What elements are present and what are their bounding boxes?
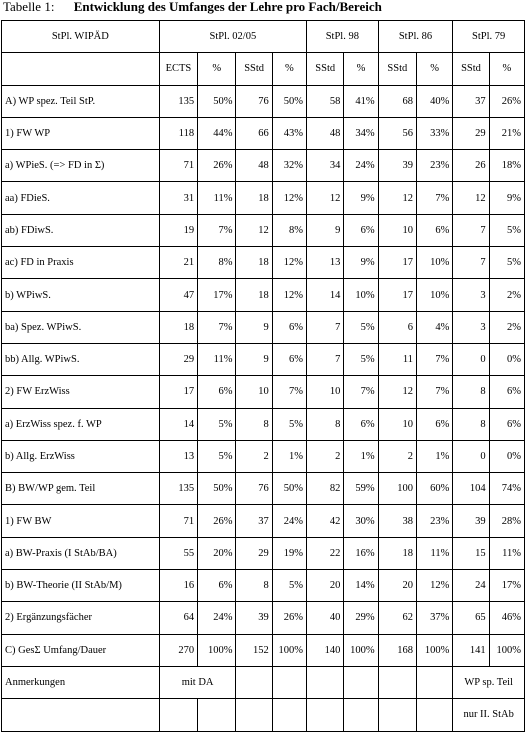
percent-cell: 100% [489, 634, 524, 666]
percent-cell: 16% [344, 537, 378, 569]
group-header-row [2, 21, 525, 53]
value-cell: 100 [378, 473, 416, 505]
value-cell: 39 [453, 505, 489, 537]
value-cell: 20 [378, 570, 416, 602]
table-row [2, 602, 525, 634]
percent-cell: 28% [489, 505, 524, 537]
table-row [2, 85, 525, 117]
group-header-stpl-0205: StPl. 02/05 [159, 21, 306, 53]
value-cell: 20 [307, 570, 344, 602]
row-label: 2) FW ErzWiss [2, 376, 160, 408]
percent-cell: 23% [417, 150, 453, 182]
percent-cell: 26% [198, 505, 236, 537]
value-cell: 71 [159, 150, 197, 182]
percent-cell: 34% [344, 117, 378, 149]
table-row [2, 570, 525, 602]
value-cell: 13 [307, 247, 344, 279]
table-row [2, 182, 525, 214]
percent-cell: 100% [417, 634, 453, 666]
value-cell: 14 [159, 408, 197, 440]
table-row [2, 473, 525, 505]
value-cell: 62 [378, 602, 416, 634]
note-blank [2, 699, 160, 731]
table-row [2, 376, 525, 408]
note-blank [307, 666, 344, 698]
value-cell: 12 [307, 182, 344, 214]
percent-cell: 6% [344, 408, 378, 440]
value-cell: 8 [236, 570, 272, 602]
notes-label: Anmerkungen [2, 666, 160, 698]
percent-cell: 32% [272, 150, 306, 182]
value-cell: 37 [453, 85, 489, 117]
note-blank [198, 699, 236, 731]
value-cell: 76 [236, 85, 272, 117]
value-cell: 7 [307, 343, 344, 375]
percent-cell: 12% [272, 279, 306, 311]
value-cell: 10 [378, 408, 416, 440]
subheader-blank [2, 53, 160, 85]
percent-cell: 12% [272, 247, 306, 279]
percent-cell: 12% [272, 182, 306, 214]
value-cell: 19 [159, 214, 197, 246]
row-label: ba) Spez. WPiwS. [2, 311, 160, 343]
value-cell: 34 [307, 150, 344, 182]
value-cell: 48 [236, 150, 272, 182]
note-blank [378, 666, 416, 698]
value-cell: 8 [307, 408, 344, 440]
table-row [2, 537, 525, 569]
value-cell: 18 [236, 279, 272, 311]
percent-cell: 100% [272, 634, 306, 666]
value-cell: 168 [378, 634, 416, 666]
value-cell: 3 [453, 279, 489, 311]
value-cell: 24 [453, 570, 489, 602]
percent-cell: 12% [417, 570, 453, 602]
value-cell: 18 [236, 247, 272, 279]
percent-cell: 10% [417, 279, 453, 311]
percent-cell: 6% [272, 311, 306, 343]
percent-cell: 50% [198, 85, 236, 117]
value-cell: 71 [159, 505, 197, 537]
value-cell: 13 [159, 440, 197, 472]
notes-row-2 [2, 699, 525, 731]
percent-cell: 6% [489, 376, 524, 408]
percent-cell: 4% [417, 311, 453, 343]
value-cell: 56 [378, 117, 416, 149]
percent-cell: 26% [489, 85, 524, 117]
percent-cell: 60% [417, 473, 453, 505]
percent-cell: 50% [272, 473, 306, 505]
percent-cell: 1% [417, 440, 453, 472]
value-cell: 152 [236, 634, 272, 666]
percent-cell: 19% [272, 537, 306, 569]
value-cell: 2 [236, 440, 272, 472]
subheader-sstd: SStd [307, 53, 344, 85]
value-cell: 8 [236, 408, 272, 440]
value-cell: 65 [453, 602, 489, 634]
row-label: a) ErzWiss spez. f. WP [2, 408, 160, 440]
table-row [2, 150, 525, 182]
percent-cell: 30% [344, 505, 378, 537]
value-cell: 42 [307, 505, 344, 537]
table-row [2, 214, 525, 246]
note-stpl-79-line1: WP sp. Teil [453, 666, 525, 698]
value-cell: 12 [236, 214, 272, 246]
percent-cell: 43% [272, 117, 306, 149]
value-cell: 47 [159, 279, 197, 311]
percent-cell: 11% [198, 343, 236, 375]
value-cell: 135 [159, 85, 197, 117]
row-label: 1) FW WP [2, 117, 160, 149]
percent-cell: 5% [198, 408, 236, 440]
percent-cell: 17% [198, 279, 236, 311]
value-cell: 135 [159, 473, 197, 505]
note-blank [417, 699, 453, 731]
percent-cell: 41% [344, 85, 378, 117]
percent-cell: 23% [417, 505, 453, 537]
subheader-sstd: SStd [236, 53, 272, 85]
subheader-ects: ECTS [159, 53, 197, 85]
value-cell: 10 [378, 214, 416, 246]
percent-cell: 5% [272, 408, 306, 440]
value-cell: 29 [159, 343, 197, 375]
value-cell: 140 [307, 634, 344, 666]
percent-cell: 6% [198, 570, 236, 602]
note-stpl-0205: mit DA [159, 666, 236, 698]
percent-cell: 59% [344, 473, 378, 505]
value-cell: 58 [307, 85, 344, 117]
value-cell: 9 [236, 311, 272, 343]
subheader-percent: % [272, 53, 306, 85]
percent-cell: 6% [272, 343, 306, 375]
value-cell: 104 [453, 473, 489, 505]
percent-cell: 1% [272, 440, 306, 472]
percent-cell: 6% [417, 408, 453, 440]
percent-cell: 11% [198, 182, 236, 214]
row-label: 2) Ergänzungsfächer [2, 602, 160, 634]
value-cell: 39 [236, 602, 272, 634]
value-cell: 26 [453, 150, 489, 182]
group-header-stpl-98: StPl. 98 [307, 21, 379, 53]
percent-cell: 5% [489, 247, 524, 279]
row-label: a) WPieS. (=> FD in Σ) [2, 150, 160, 182]
percent-cell: 5% [198, 440, 236, 472]
percent-cell: 10% [344, 279, 378, 311]
value-cell: 2 [307, 440, 344, 472]
row-label: B) BW/WP gem. Teil [2, 473, 160, 505]
value-cell: 10 [236, 376, 272, 408]
percent-cell: 74% [489, 473, 524, 505]
value-cell: 18 [378, 537, 416, 569]
percent-cell: 100% [198, 634, 236, 666]
value-cell: 17 [378, 247, 416, 279]
percent-cell: 20% [198, 537, 236, 569]
percent-cell: 26% [272, 602, 306, 634]
subheader-sstd: SStd [453, 53, 489, 85]
percent-cell: 7% [417, 343, 453, 375]
note-blank [417, 666, 453, 698]
value-cell: 12 [453, 182, 489, 214]
table-row [2, 408, 525, 440]
row-label-header: StPl. WIPÄD [2, 21, 160, 53]
note-blank [236, 666, 272, 698]
percent-cell: 5% [489, 214, 524, 246]
percent-cell: 9% [344, 247, 378, 279]
value-cell: 7 [453, 247, 489, 279]
value-cell: 21 [159, 247, 197, 279]
row-label: ac) FD in Praxis [2, 247, 160, 279]
row-label: aa) FDieS. [2, 182, 160, 214]
table-row [2, 279, 525, 311]
percent-cell: 6% [489, 408, 524, 440]
note-blank [307, 699, 344, 731]
percent-cell: 11% [417, 537, 453, 569]
note-blank [344, 666, 378, 698]
percent-cell: 5% [272, 570, 306, 602]
value-cell: 29 [236, 537, 272, 569]
group-header-stpl-79: StPl. 79 [453, 21, 525, 53]
percent-cell: 11% [489, 537, 524, 569]
value-cell: 11 [378, 343, 416, 375]
value-cell: 10 [307, 376, 344, 408]
value-cell: 48 [307, 117, 344, 149]
table-row [2, 505, 525, 537]
value-cell: 14 [307, 279, 344, 311]
percent-cell: 10% [417, 247, 453, 279]
percent-cell: 2% [489, 279, 524, 311]
value-cell: 118 [159, 117, 197, 149]
value-cell: 7 [453, 214, 489, 246]
value-cell: 12 [378, 376, 416, 408]
row-label: bb) Allg. WPiwS. [2, 343, 160, 375]
value-cell: 270 [159, 634, 197, 666]
subcolumn-header-row [2, 53, 525, 85]
percent-cell: 50% [198, 473, 236, 505]
note-blank [378, 699, 416, 731]
value-cell: 18 [159, 311, 197, 343]
percent-cell: 24% [272, 505, 306, 537]
value-cell: 8 [453, 408, 489, 440]
percent-cell: 7% [272, 376, 306, 408]
value-cell: 76 [236, 473, 272, 505]
value-cell: 12 [378, 182, 416, 214]
table-row [2, 343, 525, 375]
value-cell: 9 [236, 343, 272, 375]
table-row [2, 311, 525, 343]
note-blank [272, 666, 306, 698]
note-blank [236, 699, 272, 731]
percent-cell: 24% [198, 602, 236, 634]
percent-cell: 37% [417, 602, 453, 634]
percent-cell: 50% [272, 85, 306, 117]
row-label: b) BW-Theorie (II StAb/M) [2, 570, 160, 602]
percent-cell: 1% [344, 440, 378, 472]
value-cell: 68 [378, 85, 416, 117]
caption-title: Entwicklung des Umfanges der Lehre pro Fach/Bereich [73, 0, 382, 14]
note-blank [272, 699, 306, 731]
subheader-percent: % [198, 53, 236, 85]
row-label: 1) FW BW [2, 505, 160, 537]
table-row [2, 117, 525, 149]
value-cell: 0 [453, 440, 489, 472]
value-cell: 64 [159, 602, 197, 634]
value-cell: 66 [236, 117, 272, 149]
value-cell: 55 [159, 537, 197, 569]
value-cell: 15 [453, 537, 489, 569]
value-cell: 8 [453, 376, 489, 408]
value-cell: 18 [236, 182, 272, 214]
value-cell: 2 [378, 440, 416, 472]
percent-cell: 24% [344, 150, 378, 182]
subheader-percent: % [417, 53, 453, 85]
percent-cell: 0% [489, 343, 524, 375]
subheader-percent: % [344, 53, 378, 85]
value-cell: 9 [307, 214, 344, 246]
curriculum-table [1, 20, 525, 732]
percent-cell: 14% [344, 570, 378, 602]
table-caption [3, 0, 382, 20]
value-cell: 0 [453, 343, 489, 375]
notes-row [2, 666, 525, 698]
note-stpl-79-line2: nur II. StAb [453, 699, 525, 731]
value-cell: 17 [378, 279, 416, 311]
percent-cell: 6% [344, 214, 378, 246]
percent-cell: 100% [344, 634, 378, 666]
percent-cell: 46% [489, 602, 524, 634]
percent-cell: 9% [489, 182, 524, 214]
value-cell: 29 [453, 117, 489, 149]
row-label: ab) FDiwS. [2, 214, 160, 246]
percent-cell: 18% [489, 150, 524, 182]
value-cell: 3 [453, 311, 489, 343]
percent-cell: 2% [489, 311, 524, 343]
value-cell: 38 [378, 505, 416, 537]
value-cell: 6 [378, 311, 416, 343]
value-cell: 141 [453, 634, 489, 666]
percent-cell: 7% [417, 376, 453, 408]
value-cell: 16 [159, 570, 197, 602]
percent-cell: 29% [344, 602, 378, 634]
table-row [2, 634, 525, 666]
table-row [2, 247, 525, 279]
percent-cell: 8% [272, 214, 306, 246]
percent-cell: 33% [417, 117, 453, 149]
value-cell: 82 [307, 473, 344, 505]
row-label: b) WPiwS. [2, 279, 160, 311]
caption-label: Tabelle 1: [3, 0, 55, 14]
percent-cell: 7% [417, 182, 453, 214]
row-label: A) WP spez. Teil StP. [2, 85, 160, 117]
note-blank [344, 699, 378, 731]
percent-cell: 5% [344, 343, 378, 375]
subheader-percent: % [489, 53, 524, 85]
percent-cell: 6% [417, 214, 453, 246]
percent-cell: 8% [198, 247, 236, 279]
group-header-stpl-86: StPl. 86 [378, 21, 453, 53]
percent-cell: 7% [198, 214, 236, 246]
value-cell: 22 [307, 537, 344, 569]
row-label: a) BW-Praxis (I StAb/BA) [2, 537, 160, 569]
percent-cell: 44% [198, 117, 236, 149]
value-cell: 31 [159, 182, 197, 214]
percent-cell: 40% [417, 85, 453, 117]
value-cell: 39 [378, 150, 416, 182]
percent-cell: 5% [344, 311, 378, 343]
percent-cell: 26% [198, 150, 236, 182]
percent-cell: 0% [489, 440, 524, 472]
value-cell: 7 [307, 311, 344, 343]
percent-cell: 6% [198, 376, 236, 408]
table-row [2, 440, 525, 472]
value-cell: 40 [307, 602, 344, 634]
note-blank [159, 699, 197, 731]
percent-cell: 17% [489, 570, 524, 602]
percent-cell: 9% [344, 182, 378, 214]
subheader-sstd: SStd [378, 53, 416, 85]
percent-cell: 7% [344, 376, 378, 408]
row-label: b) Allg. ErzWiss [2, 440, 160, 472]
value-cell: 17 [159, 376, 197, 408]
row-label: C) GesΣ Umfang/Dauer [2, 634, 160, 666]
percent-cell: 21% [489, 117, 524, 149]
percent-cell: 7% [198, 311, 236, 343]
value-cell: 37 [236, 505, 272, 537]
